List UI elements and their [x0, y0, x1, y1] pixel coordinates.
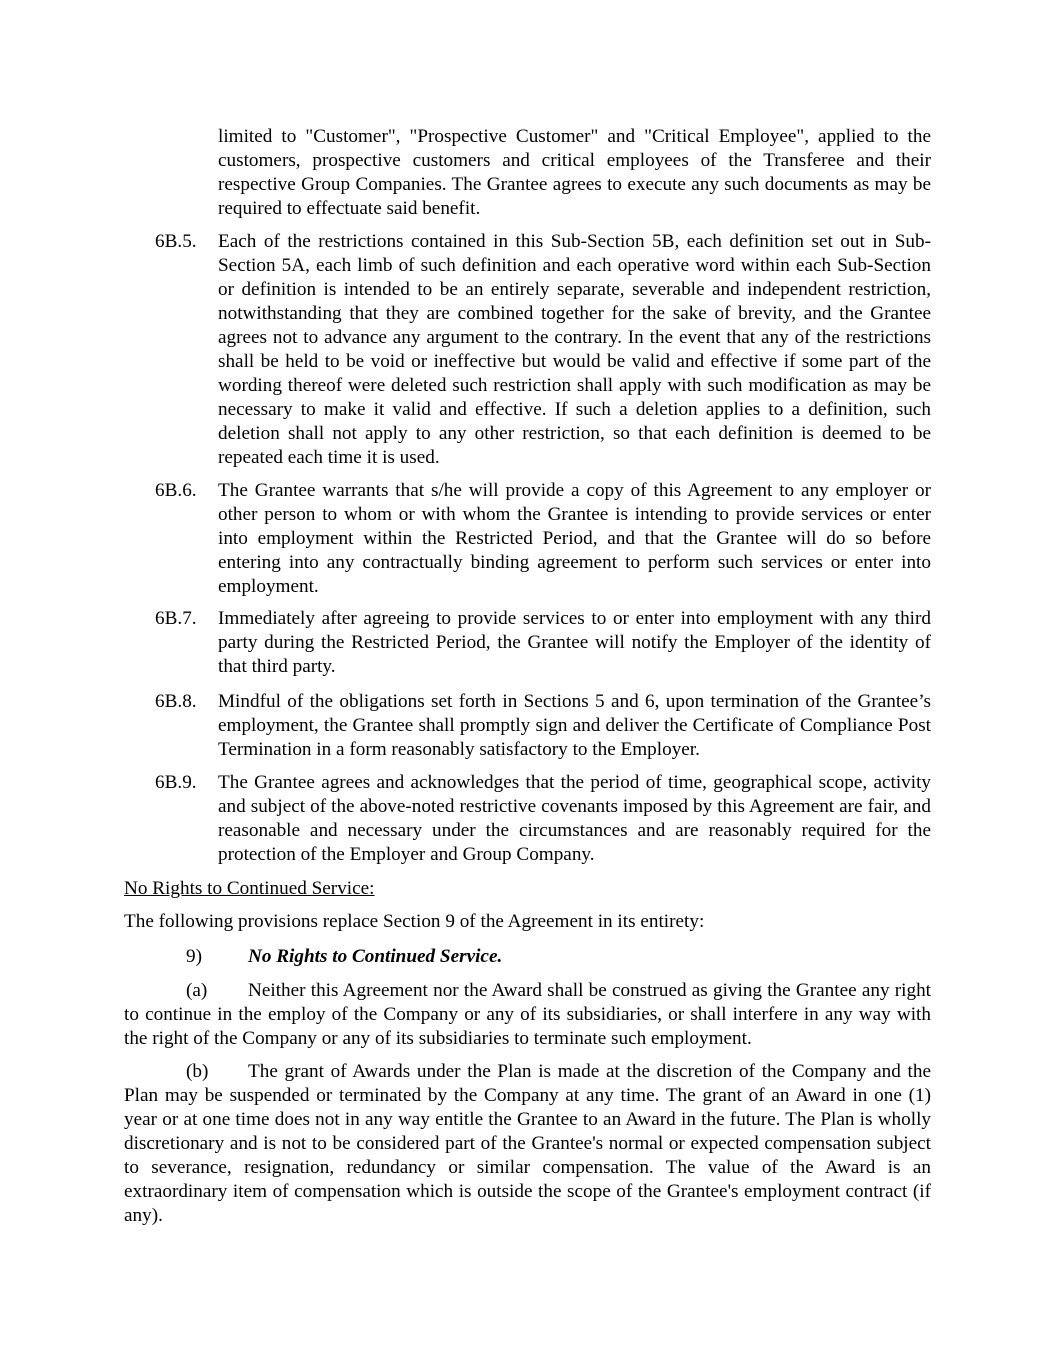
subsection-label: (a) [186, 980, 208, 1001]
clause-text: Immediately after agreeing to provide services to or enter into employment with any third party during the Restricted Period, the Grantee will notify the Employer of the identity of that third party. [218, 608, 931, 677]
clause-text: Each of the restrictions contained in this Sub-Section 5B, each definition set out in Sub-Section 5A, each limb of such definition and each operative word within each Sub-Section or definition is intended to be an entirely separate, severable and independent restriction, notwithstanding that they are combined together for the sake of brevity, and the Grantee agrees not to advance any argument to the contrary. In the event that any of the restrictions shall be held to be void or ineffective but would be valid and effective if some part of the wording thereof were deleted such restriction shall apply with such modification as may be necessary to make it valid and effective. If such a deletion applies to a definition, such deletion shall not apply to any other restriction, so that each definition is deemed to be repeated each time it is used. [218, 231, 931, 468]
clause-number: 6B.5. [155, 231, 197, 252]
clause-number: 6B.7. [155, 608, 197, 629]
subsection-text: Neither this Agreement nor the Award shall be construed as giving the Grantee any right to continue in the employ of the Company or any of its subsidiaries, or shall interfere in any way with the right of the Company or any of its subsidiaries to terminate such employment. [124, 980, 931, 1049]
section-heading: No Rights to Continued Service: [124, 878, 375, 899]
intro-paragraph: The following provisions replace Section 9 of the Agreement in its entirety: [124, 911, 705, 932]
subsection-label: (b) [186, 1061, 209, 1082]
continuation-paragraph: limited to "Customer", "Prospective Customer" and "Critical Employee", applied to the customers, prospective customers and critical employees of the Transferee and their respective Group Companies. The Grantee agrees to execute any such documents as may be required to effectuate said benefit. [218, 126, 931, 219]
section-number: 9) [186, 946, 202, 967]
clause-text: Mindful of the obligations set forth in Sections 5 and 6, upon termination of the Grantee’s employment, the Grantee shall promptly sign and deliver the Certificate of Compliance Post Termination in a form reasonably satisfactory to the Employer. [218, 691, 931, 760]
clause-number: 6B.9. [155, 772, 197, 793]
subsection-text: The grant of Awards under the Plan is made at the discretion of the Company and the Plan may be suspended or terminated by the Company at any time. The grant of an Award in one (1) year or at one time does not in any way entitle the Grantee to an Award in the future. The Plan is wholly discretionary and is not to be considered part of the Grantee's normal or expected compensation subject to severance, resignation, redundancy or similar compensation. The value of the Award is an extraordinary item of compensation which is outside the scope of the Grantee's employment contract (if any). [124, 1061, 931, 1226]
clause-number: 6B.8. [155, 691, 197, 712]
clause-number: 6B.6. [155, 480, 197, 501]
section-title: No Rights to Continued Service. [248, 946, 503, 967]
clause-text: The Grantee warrants that s/he will provide a copy of this Agreement to any employer or other person to whom or with whom the Grantee is intending to provide services or enter into employment within the Restricted Period, and that the Grantee will do so before entering into any contractually binding agreement to perform such services or enter into employment. [218, 480, 931, 597]
clause-text: The Grantee agrees and acknowledges that the period of time, geographical scope, activity and subject of the above-noted restrictive covenants imposed by this Agreement are fair, and reasonable and necessary under the circumstances and are reasonably required for the protection of the Employer and Group Company. [218, 772, 931, 865]
